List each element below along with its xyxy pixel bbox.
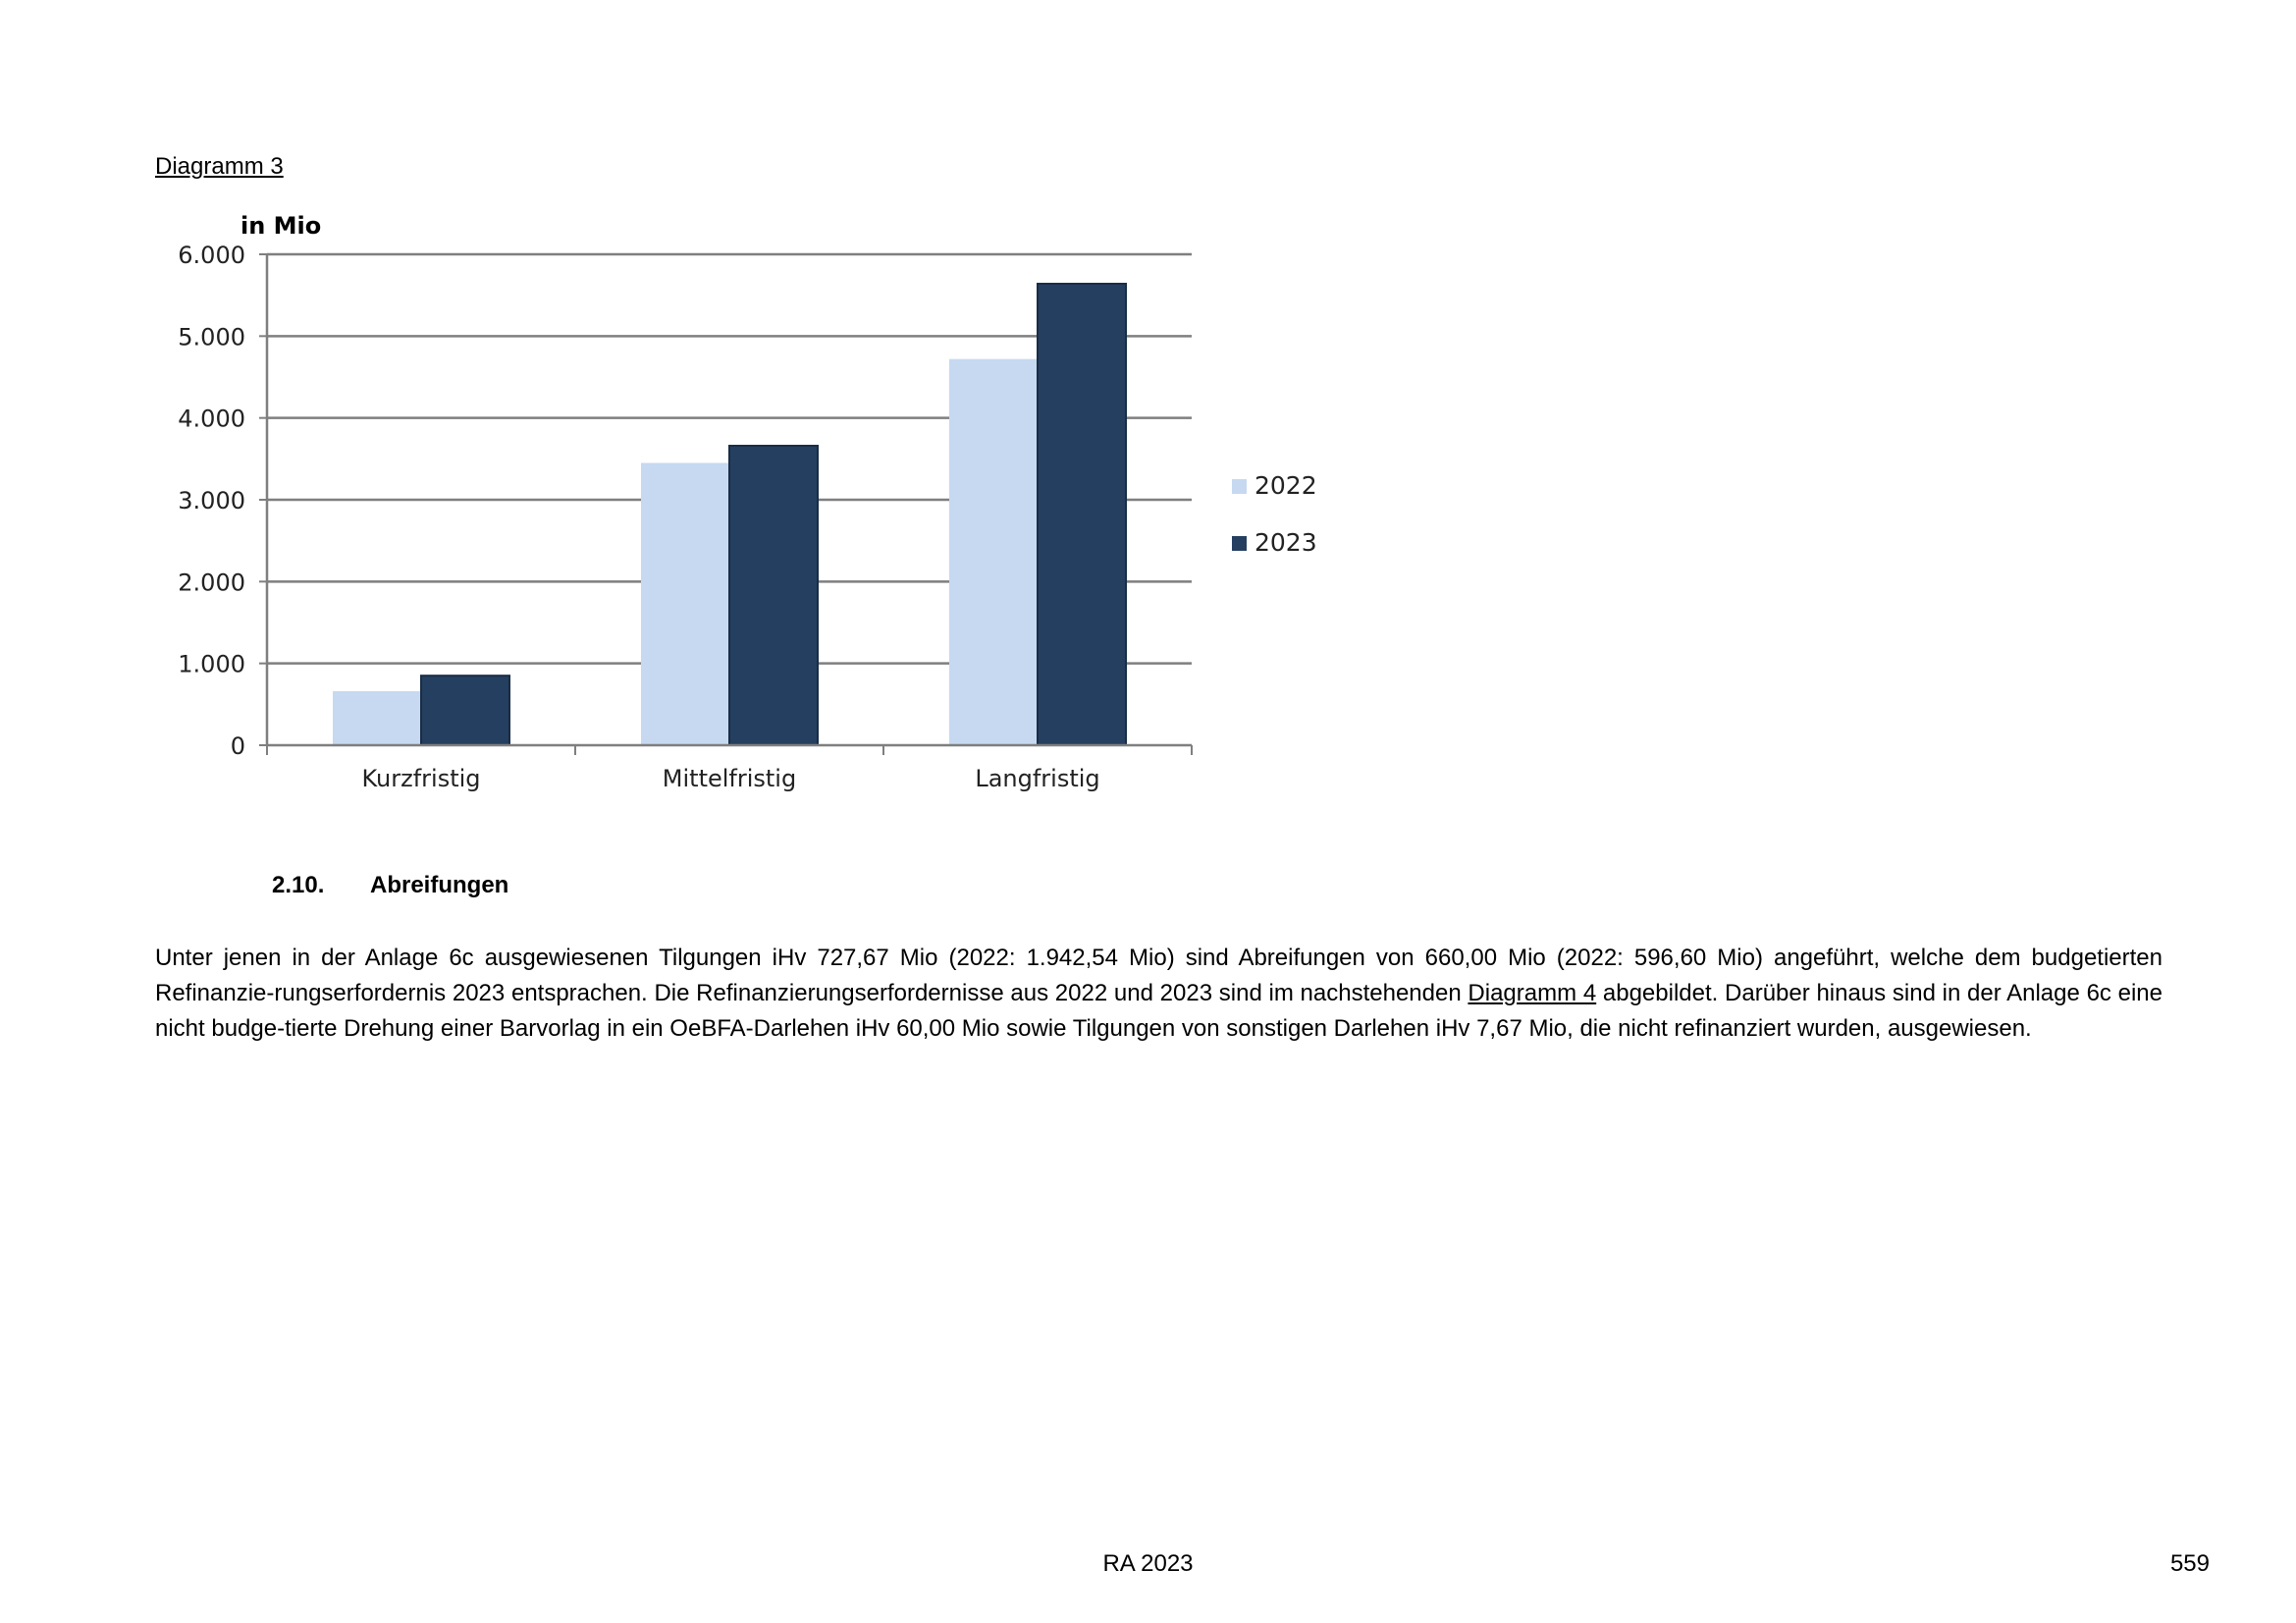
bar-mittelfristig-2023 [729,446,818,745]
bars [333,284,1126,745]
y-tick-label: 1.000 [178,650,245,678]
y-tick-labels [178,242,245,760]
legend-swatch-2023 [1232,536,1247,551]
section-title: Abreifungen [370,872,509,898]
page-number: 559 [2169,1550,2210,1577]
y-tick-label: 3.000 [178,487,245,514]
y-tick-label: 6.000 [178,242,245,269]
x-category-label: Mittelfristig [662,765,797,792]
body-text-part1: Unter jenen in der Anlage 6c ausgewiesenen Tilgungen iHv 727,67 Mio (2022: 1.942,54 Mio) sind Abreifungen von 660,00 Mio (2022: 596,60 Mio) angeführt, welche dem budgetierten Refinanzie-rungserfordernis 2023 entsprachen. Die Refinanzierungserfordernisse aus 2022 und 2023 sind im nachstehenden [155,945,2163,1006]
x-category-label: Langfristig [975,765,1100,792]
body-paragraph [155,941,2163,1047]
body-text-part2: abgebildet. Darüber hinaus sind in der Anlage 6c eine nicht budge-tierte Drehung einer Barvorlag in ein OeBFA-Darlehen iHv 60,00 Mio sowie Tilgungen von sonstigen Darlehen iHv 7,67 Mio, die nicht refinanziert wurden, ausgewiesen. [155,980,2163,1042]
y-unit-label: in Mio [240,212,322,240]
bar-kurzfristig-2022 [333,691,421,745]
legend-label-2023: 2023 [1255,528,1317,557]
y-tick-label: 0 [230,732,245,760]
footer-report-name: RA 2023 [1102,1550,1194,1577]
legend [1232,471,1317,557]
diagram-caption: Diagramm 3 [155,153,284,180]
bar-langfristig-2023 [1038,284,1126,745]
bar-langfristig-2022 [949,359,1038,745]
bar-mittelfristig-2022 [641,463,729,746]
y-tick-label: 4.000 [178,405,245,433]
section-number: 2.10. [272,872,325,898]
bar-kurzfristig-2023 [421,676,509,745]
legend-label-2022: 2022 [1255,471,1317,500]
y-tick-label: 5.000 [178,323,245,352]
x-category-labels [361,765,1099,792]
x-category-label: Kurzfristig [361,765,481,792]
y-tick-label: 2.000 [178,568,245,597]
diagram-4-link[interactable]: Diagramm 4 [1468,980,1597,1006]
bar-chart [147,201,1355,815]
legend-swatch-2022 [1232,479,1247,494]
